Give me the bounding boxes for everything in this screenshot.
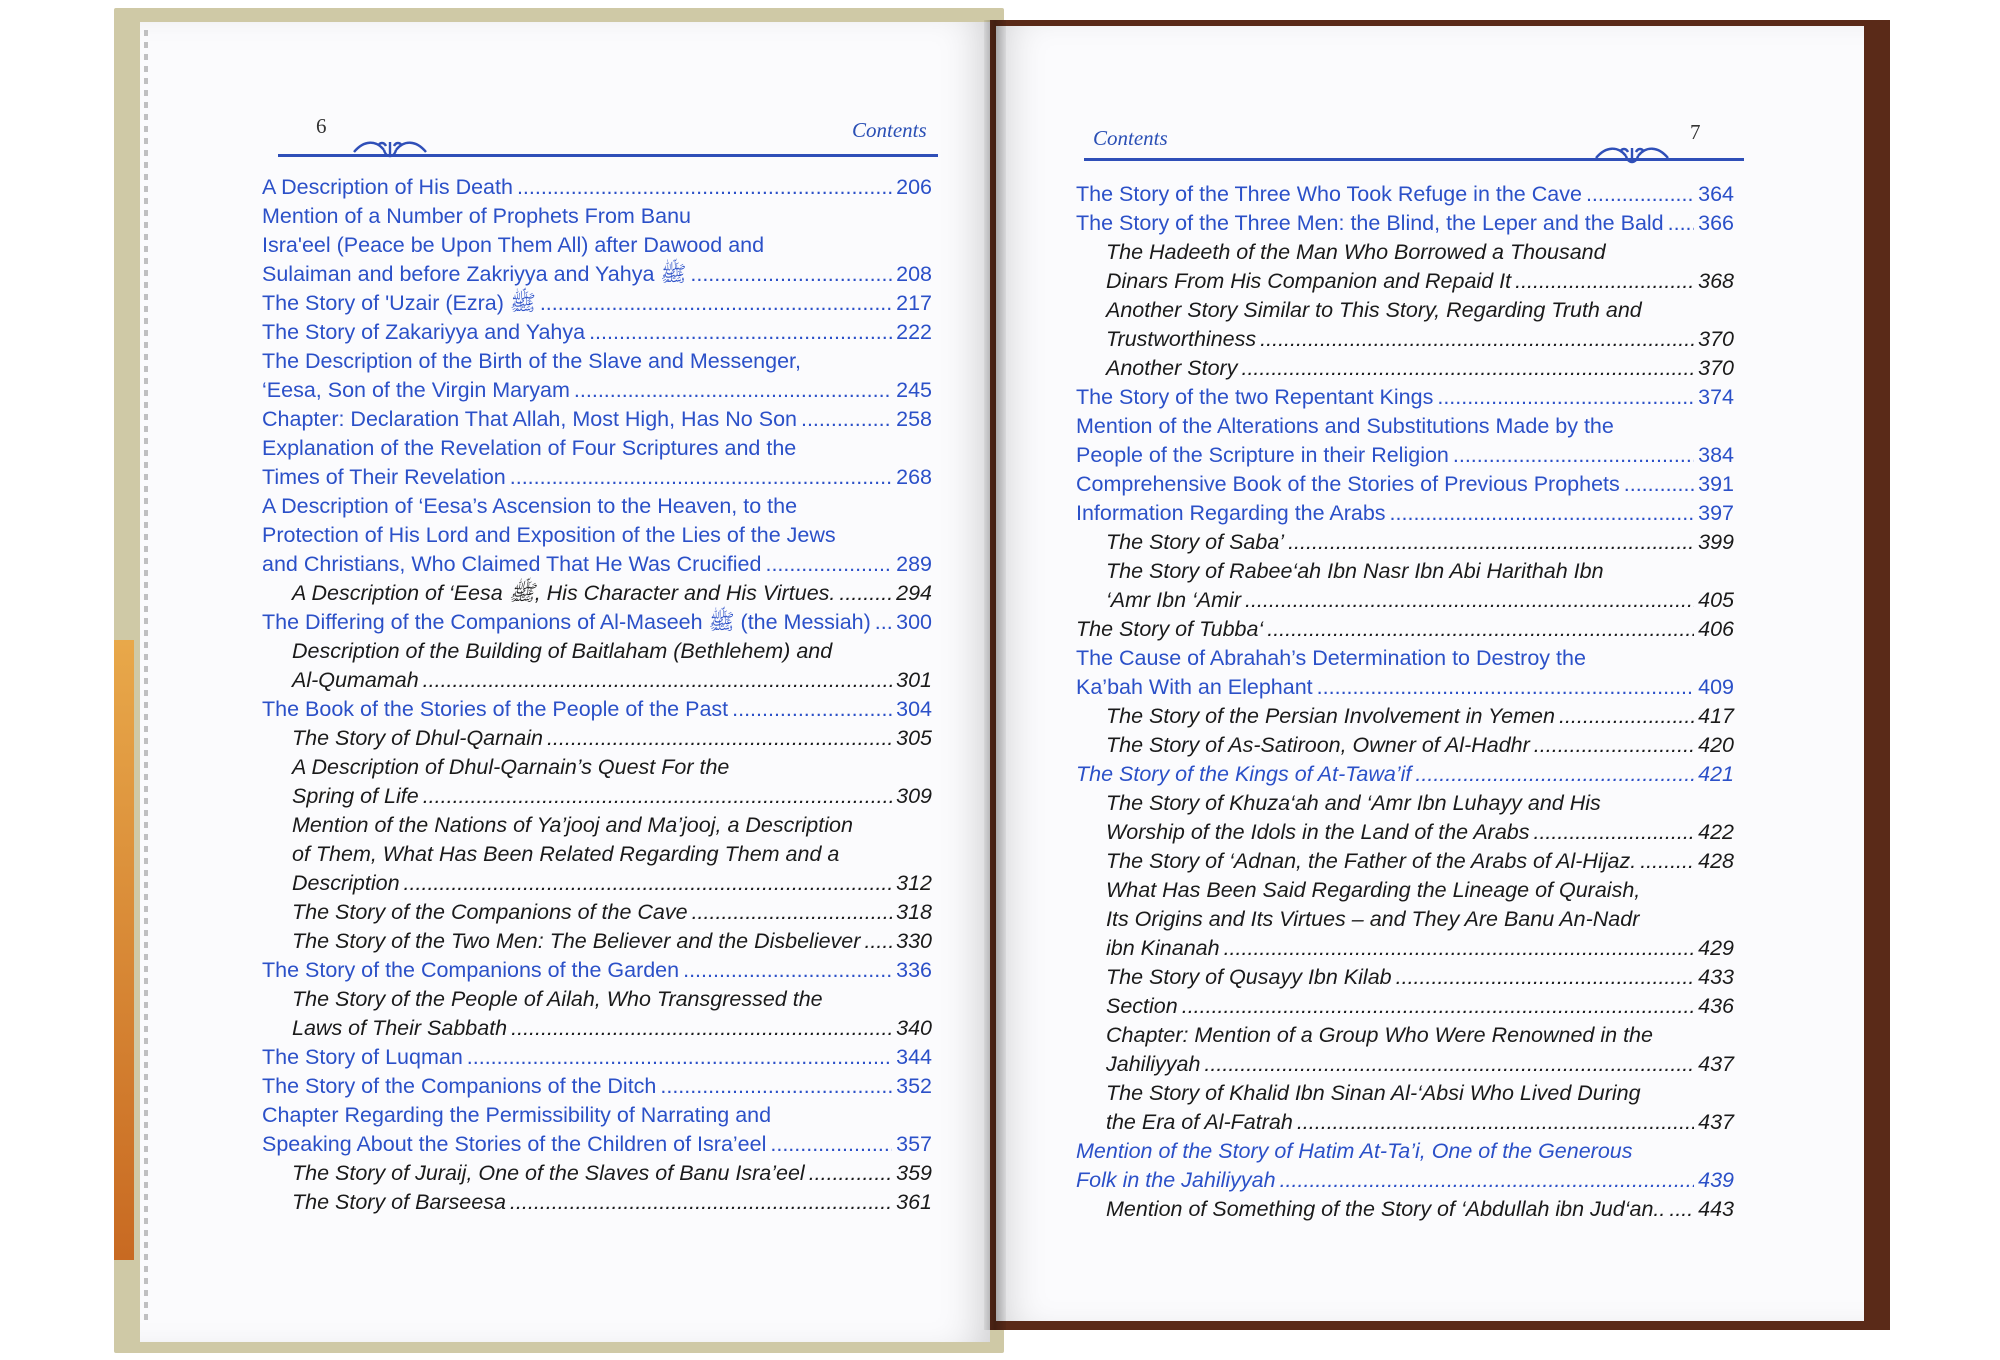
toc-page-number: 421 (1698, 762, 1734, 786)
toc-entry (262, 695, 932, 724)
toc-entry-title-line: The Story of As-Satiroon, Owner of Al-Hadhr (1106, 733, 1530, 757)
toc-entry-row (262, 463, 932, 492)
dot-leader (1668, 209, 1694, 238)
toc-entry-row (262, 260, 932, 289)
toc-entry-title-line: The Hadeeth of the Man Who Borrowed a Thousand (1106, 240, 1606, 264)
dot-leader (1241, 354, 1694, 383)
toc-entry-title-line: Explanation of the Revelation of Four Scriptures and the (262, 436, 797, 460)
toc-page-number: 437 (1698, 1110, 1734, 1134)
dot-leader (1586, 180, 1694, 209)
toc-entry (1076, 963, 1734, 992)
dot-leader (1559, 702, 1694, 731)
dot-leader (801, 405, 892, 434)
toc-entry-title-line: Spring of Life (292, 784, 419, 808)
toc-page-number: 222 (896, 320, 932, 344)
toc-page-number: 429 (1698, 936, 1734, 960)
toc-entry (262, 1159, 932, 1188)
toc-entry-row (1076, 441, 1734, 470)
toc-page-number: 340 (896, 1016, 932, 1040)
toc-entry-title-line: Al-Qumamah (292, 668, 419, 692)
toc-entry-row (1076, 615, 1734, 644)
toc-entry (262, 1188, 932, 1217)
dot-leader (1204, 1050, 1694, 1079)
toc-entry-row (1076, 499, 1734, 528)
toc-page-number: 370 (1698, 356, 1734, 380)
toc-page-number: 245 (896, 378, 932, 402)
dot-leader (1260, 325, 1694, 354)
toc-entry-title-line: The Story of Zakariyya and Yahya (262, 320, 586, 344)
toc-page-number: 330 (896, 929, 932, 953)
toc-entry (262, 811, 932, 898)
toc-entry-row (1106, 1195, 1734, 1224)
toc-entry-title-line: Comprehensive Book of the Stories of Previous Prophets (1076, 472, 1620, 496)
dot-leader (839, 579, 892, 608)
toc-page-number: 406 (1698, 617, 1734, 641)
toc-entry (1076, 412, 1734, 470)
toc-entry (262, 1043, 932, 1072)
dot-leader (510, 1188, 892, 1217)
toc-entry (262, 202, 932, 289)
toc-entry (1076, 296, 1734, 354)
toc-page-number: 422 (1698, 820, 1734, 844)
toc-page-number: 344 (896, 1045, 932, 1069)
toc-entry-title-line: The Story of the two Repentant Kings (1076, 385, 1434, 409)
toc-entry-title-line: The Story of Saba’ (1106, 530, 1285, 554)
dot-leader (692, 898, 893, 927)
toc-entry-title-line: The Story of Luqman (262, 1045, 463, 1069)
toc-page-number: 304 (896, 697, 932, 721)
toc-entry-row (292, 579, 932, 608)
toc-entry-title-line: Mention of a Number of Prophets From Banu (262, 204, 692, 228)
dot-leader (574, 376, 892, 405)
toc-entry-title-line: Times of Their Revelation (262, 465, 506, 489)
toc-entry-title-line: The Story of Dhul-Qarnain (292, 726, 543, 750)
left-toc-list (262, 173, 932, 1217)
toc-entry-row (1106, 731, 1734, 760)
toc-entry-title-line: Worship of the Idols in the Land of the Arabs (1106, 820, 1530, 844)
toc-entry-title-line: What Has Been Said Regarding the Lineage of Quraish, (1106, 878, 1641, 902)
toc-entry-title-line: The Story of Khuza‘ah and ‘Amr Ibn Luhayy and His (1106, 791, 1601, 815)
dot-leader (875, 608, 892, 637)
toc-entry-title-line: Folk in the Jahiliyyah (1076, 1168, 1276, 1192)
dot-leader (1267, 615, 1694, 644)
toc-entry-title-line: Information Regarding the Arabs (1076, 501, 1386, 525)
toc-entry-title-line: and Christians, Who Claimed That He Was Crucified (262, 552, 762, 576)
toc-entry (1076, 470, 1734, 499)
toc-entry-row (1106, 325, 1734, 354)
toc-entry-row (262, 695, 932, 724)
dot-leader (1624, 470, 1694, 499)
toc-entry-title-line: Description of the Building of Baitlaham (Bethlehem) and (292, 639, 833, 663)
toc-entry (262, 724, 932, 753)
toc-entry-row (1076, 1166, 1734, 1195)
dot-leader (517, 173, 892, 202)
dot-leader (660, 1072, 892, 1101)
toc-page-number: 364 (1698, 182, 1734, 206)
toc-entry-row (1106, 267, 1734, 296)
toc-page-number: 397 (1698, 501, 1734, 525)
toc-entry-row (262, 376, 932, 405)
toc-entry-title-line: ‘Amr Ibn ‘Amir (1106, 588, 1241, 612)
toc-page-number: 357 (896, 1132, 932, 1156)
toc-page-number: 208 (896, 262, 932, 286)
toc-entry-title-line: The Story of Barseesa (292, 1190, 506, 1214)
right-running-head: Contents (1093, 126, 1168, 150)
toc-entry-title-line: Chapter Regarding the Permissibility of Narrating and (262, 1103, 772, 1127)
toc-page-number: 366 (1698, 211, 1734, 235)
toc-entry (1076, 731, 1734, 760)
toc-entry-title-line: Another Story (1106, 356, 1238, 380)
toc-entry-title-line: The Story of the Two Men: The Believer and the Disbeliever (292, 929, 861, 953)
toc-entry-title-line: Dinars From His Companion and Repaid It (1106, 269, 1512, 293)
toc-page-number: 312 (896, 871, 932, 895)
dot-leader (547, 724, 892, 753)
toc-entry-title-line: A Description of His Death (262, 175, 513, 199)
toc-entry-title-line: Isra'eel (Peace be Upon Them All) after Dawood and (262, 233, 765, 257)
toc-entry-title-line: The Story of 'Uzair (Ezra) ﷺ (262, 291, 536, 315)
toc-entry-title-line: The Story of the Kings of At-Tawa’if (1076, 762, 1412, 786)
toc-page-number: 420 (1698, 733, 1734, 757)
toc-page-number: 206 (896, 175, 932, 199)
toc-entry-title-line: The Book of the Stories of the People of the Past (262, 697, 729, 721)
toc-entry (1076, 644, 1734, 702)
toc-entry (262, 608, 932, 637)
toc-page-number: 391 (1698, 472, 1734, 496)
toc-page-number: 443 (1698, 1197, 1734, 1221)
toc-page-number: 294 (896, 581, 932, 605)
toc-entry-title-line: ibn Kinanah (1106, 936, 1220, 960)
toc-entry (1076, 1195, 1734, 1224)
dot-leader (404, 869, 893, 898)
toc-entry (262, 405, 932, 434)
toc-entry-title-line: A Description of ‘Eesa ﷺ, His Character and His Virtues. (292, 581, 836, 605)
toc-page-number: 336 (896, 958, 932, 982)
toc-entry (1076, 383, 1734, 412)
dot-leader (1669, 1195, 1694, 1224)
toc-entry-title-line: Mention of the Alterations and Substitutions Made by the (1076, 414, 1614, 438)
ornament-icon (1592, 140, 1672, 166)
toc-page-number: 374 (1698, 385, 1734, 409)
dot-leader (770, 1130, 892, 1159)
dot-leader (683, 956, 892, 985)
toc-entry-row (1106, 702, 1734, 731)
toc-entry (1076, 1137, 1734, 1195)
dot-leader (1245, 586, 1694, 615)
toc-entry-title-line: of Them, What Has Been Related Regarding Them and a (292, 842, 840, 866)
toc-page-number: 268 (896, 465, 932, 489)
dot-leader (1182, 992, 1694, 1021)
toc-entry (1076, 557, 1734, 615)
dot-leader (1317, 673, 1694, 702)
toc-entry-title-line: A Description of Dhul-Qarnain’s Quest For the (292, 755, 730, 779)
toc-entry-title-line: People of the Scripture in their Religion (1076, 443, 1449, 467)
dot-leader (1453, 441, 1694, 470)
toc-page-number: 258 (896, 407, 932, 431)
dot-leader (510, 463, 892, 492)
toc-page-number: 301 (896, 668, 932, 692)
toc-page-number: 384 (1698, 443, 1734, 467)
toc-entry-row (1106, 934, 1734, 963)
toc-entry (1076, 499, 1734, 528)
toc-entry (262, 434, 932, 492)
toc-entry-title-line: The Cause of Abrahah’s Determination to Destroy the (1076, 646, 1586, 670)
toc-entry (262, 1072, 932, 1101)
dot-leader (1437, 383, 1694, 412)
toc-page-number: 409 (1698, 675, 1734, 699)
dot-leader (1280, 1166, 1695, 1195)
toc-entry-title-line: Protection of His Lord and Exposition of the Lies of the Jews (262, 523, 836, 547)
dot-leader (1288, 528, 1694, 557)
toc-entry-row (292, 898, 932, 927)
toc-entry (262, 898, 932, 927)
toc-entry-row (292, 1188, 932, 1217)
toc-entry-title-line: The Story of the Companions of the Ditch (262, 1074, 657, 1098)
toc-entry-row (262, 608, 932, 637)
toc-entry-title-line: Jahiliyyah (1106, 1052, 1201, 1076)
toc-entry (1076, 992, 1734, 1021)
toc-entry (262, 985, 932, 1043)
toc-entry-row (262, 405, 932, 434)
dot-leader (467, 1043, 892, 1072)
toc-page-number: 289 (896, 552, 932, 576)
toc-page-number: 370 (1698, 327, 1734, 351)
toc-entry-row (1106, 354, 1734, 383)
toc-page-number: 352 (896, 1074, 932, 1098)
toc-entry-title-line: Sulaiman and before Zakriyya and Yahya ﷺ (262, 262, 687, 286)
dot-leader (1297, 1108, 1694, 1137)
toc-page-number: 300 (896, 610, 932, 634)
dot-leader (1396, 963, 1695, 992)
toc-entry (1076, 180, 1734, 209)
toc-entry-row (1076, 383, 1734, 412)
toc-page-number: 436 (1698, 994, 1734, 1018)
toc-entry-title-line: Section (1106, 994, 1178, 1018)
toc-entry (1076, 238, 1734, 296)
toc-entry-row (1076, 470, 1734, 499)
toc-entry-title-line: Another Story Similar to This Story, Regarding Truth and (1106, 298, 1642, 322)
book-gutter (984, 20, 1006, 1330)
toc-page-number: 318 (896, 900, 932, 924)
left-running-head: Contents (852, 118, 927, 142)
toc-entry-row (262, 1130, 932, 1159)
dot-leader (765, 550, 892, 579)
toc-entry-title-line: A Description of ‘Eesa’s Ascension to the Heaven, to the (262, 494, 798, 518)
toc-entry-row (1106, 963, 1734, 992)
dot-leader (589, 318, 892, 347)
toc-entry-title-line: Mention of the Nations of Ya’jooj and Ma’jooj, a Description (292, 813, 853, 837)
toc-entry-title-line: The Story of Khalid Ibn Sinan Al-‘Absi Who Lived During (1106, 1081, 1641, 1105)
toc-entry (1076, 354, 1734, 383)
toc-page-number: 417 (1698, 704, 1734, 728)
dot-leader (1640, 847, 1694, 876)
toc-entry-row (262, 1072, 932, 1101)
toc-entry-row (262, 173, 932, 202)
toc-entry-title-line: Description (292, 871, 400, 895)
toc-page-number: 359 (896, 1161, 932, 1185)
toc-entry (1076, 1021, 1734, 1079)
toc-page-number: 368 (1698, 269, 1734, 293)
toc-entry-row (1076, 673, 1734, 702)
toc-entry-row (292, 1159, 932, 1188)
dot-leader (1390, 499, 1695, 528)
toc-entry-row (262, 289, 932, 318)
toc-entry-title-line: Trustworthiness (1106, 327, 1257, 351)
toc-entry-title-line: The Story of the People of Ailah, Who Transgressed the (292, 987, 823, 1011)
dot-leader (690, 260, 892, 289)
toc-entry (262, 289, 932, 318)
toc-entry-row (292, 869, 932, 898)
toc-entry-row (1076, 760, 1734, 789)
toc-entry-title-line: Speaking About the Stories of the Children of Isra’eel (262, 1132, 767, 1156)
toc-entry (262, 318, 932, 347)
toc-page-number: 309 (896, 784, 932, 808)
toc-entry-row (262, 550, 932, 579)
toc-page-number: 433 (1698, 965, 1734, 989)
toc-entry (1076, 615, 1734, 644)
toc-entry (1076, 209, 1734, 238)
toc-entry-row (1106, 528, 1734, 557)
toc-entry-row (262, 318, 932, 347)
toc-entry-title-line: ‘Eesa, Son of the Virgin Maryam (262, 378, 570, 402)
toc-entry (262, 956, 932, 985)
dot-leader (732, 695, 892, 724)
toc-entry-row (1106, 1108, 1734, 1137)
toc-entry-title-line: Its Origins and Its Virtues – and They Are Banu An-Nadr (1106, 907, 1640, 931)
toc-entry (1076, 876, 1734, 963)
toc-entry-row (1076, 209, 1734, 238)
toc-entry-title-line: The Story of the Companions of the Garden (262, 958, 680, 982)
toc-entry-row (1106, 818, 1734, 847)
dot-leader (1534, 731, 1694, 760)
toc-entry-row (292, 666, 932, 695)
toc-entry (262, 492, 932, 579)
toc-entry-row (1076, 180, 1734, 209)
toc-entry-title-line: Chapter: Mention of a Group Who Were Renowned in the (1106, 1023, 1653, 1047)
toc-entry (1076, 789, 1734, 847)
toc-page-number: 305 (896, 726, 932, 750)
toc-entry-row (1106, 847, 1734, 876)
toc-entry-row (262, 1043, 932, 1072)
toc-entry-title-line: Chapter: Declaration That Allah, Most High, Has No Son (262, 407, 797, 431)
toc-entry-row (262, 956, 932, 985)
toc-entry (1076, 702, 1734, 731)
toc-entry-title-line: The Story of the Persian Involvement in Yemen (1106, 704, 1555, 728)
dot-leader (1224, 934, 1695, 963)
toc-entry-title-line: The Story of the Companions of the Cave (292, 900, 688, 924)
toc-entry (262, 173, 932, 202)
toc-entry (262, 579, 932, 608)
toc-entry (1076, 847, 1734, 876)
binding-stitch (144, 30, 148, 1320)
dot-leader (1415, 760, 1694, 789)
toc-entry-title-line: The Story of Qusayy Ibn Kilab (1106, 965, 1392, 989)
cover-decoration (114, 640, 134, 1260)
toc-page-number: 439 (1698, 1168, 1734, 1192)
right-toc-list (1076, 180, 1734, 1224)
toc-entry-title-line: The Description of the Birth of the Slave and Messenger, (262, 349, 801, 373)
toc-entry-row (292, 724, 932, 753)
dot-leader (423, 782, 892, 811)
toc-entry-title-line: Ka’bah With an Elephant (1076, 675, 1313, 699)
ornament-icon (350, 134, 430, 160)
toc-entry-title-line: Mention of Something of the Story of ‘Abdullah ibn Jud‘an.. (1106, 1197, 1666, 1221)
toc-entry-title-line: The Differing of the Companions of Al-Maseeh ﷺ (the Messiah) (262, 610, 871, 634)
left-page-number: 6 (316, 114, 327, 138)
toc-page-number: 428 (1698, 849, 1734, 873)
dot-leader (1515, 267, 1694, 296)
toc-entry (1076, 760, 1734, 789)
toc-page-number: 399 (1698, 530, 1734, 554)
toc-entry-row (1106, 586, 1734, 615)
toc-entry-title-line: Laws of Their Sabbath (292, 1016, 508, 1040)
toc-entry-row (292, 927, 932, 956)
toc-entry-title-line: The Story of Rabee‘ah Ibn Nasr Ibn Abi Harithah Ibn (1106, 559, 1604, 583)
dot-leader (511, 1014, 892, 1043)
toc-entry-title-line: The Story of Tubba‘ (1076, 617, 1264, 641)
dot-leader (1533, 818, 1694, 847)
toc-entry (1076, 528, 1734, 557)
toc-page-number: 361 (896, 1190, 932, 1214)
toc-entry (262, 927, 932, 956)
toc-entry (262, 1101, 932, 1159)
toc-entry-row (292, 1014, 932, 1043)
toc-entry-title-line: The Story of ‘Adnan, the Father of the Arabs of Al-Hijaz. (1106, 849, 1637, 873)
toc-entry-title-line: Mention of the Story of Hatim At-Ta’i, One of the Generous (1076, 1139, 1633, 1163)
toc-entry-title-line: The Story of Juraij, One of the Slaves of Banu Isra’eel (292, 1161, 805, 1185)
toc-entry-row (1106, 1050, 1734, 1079)
toc-entry (262, 347, 932, 405)
toc-page-number: 437 (1698, 1052, 1734, 1076)
toc-entry (262, 637, 932, 695)
toc-page-number: 405 (1698, 588, 1734, 612)
toc-page-number: 217 (896, 291, 932, 315)
toc-entry-row (1106, 992, 1734, 1021)
dot-leader (540, 289, 892, 318)
toc-entry-title-line: the Era of Al-Fatrah (1106, 1110, 1293, 1134)
dot-leader (864, 927, 892, 956)
toc-entry (262, 753, 932, 811)
toc-entry-title-line: The Story of the Three Who Took Refuge in the Cave (1076, 182, 1582, 206)
right-page-number: 7 (1690, 120, 1701, 144)
toc-entry (1076, 1079, 1734, 1137)
toc-entry-title-line: The Story of the Three Men: the Blind, the Leper and the Bald (1076, 211, 1664, 235)
toc-entry-row (292, 782, 932, 811)
dot-leader (809, 1159, 892, 1188)
dot-leader (423, 666, 892, 695)
